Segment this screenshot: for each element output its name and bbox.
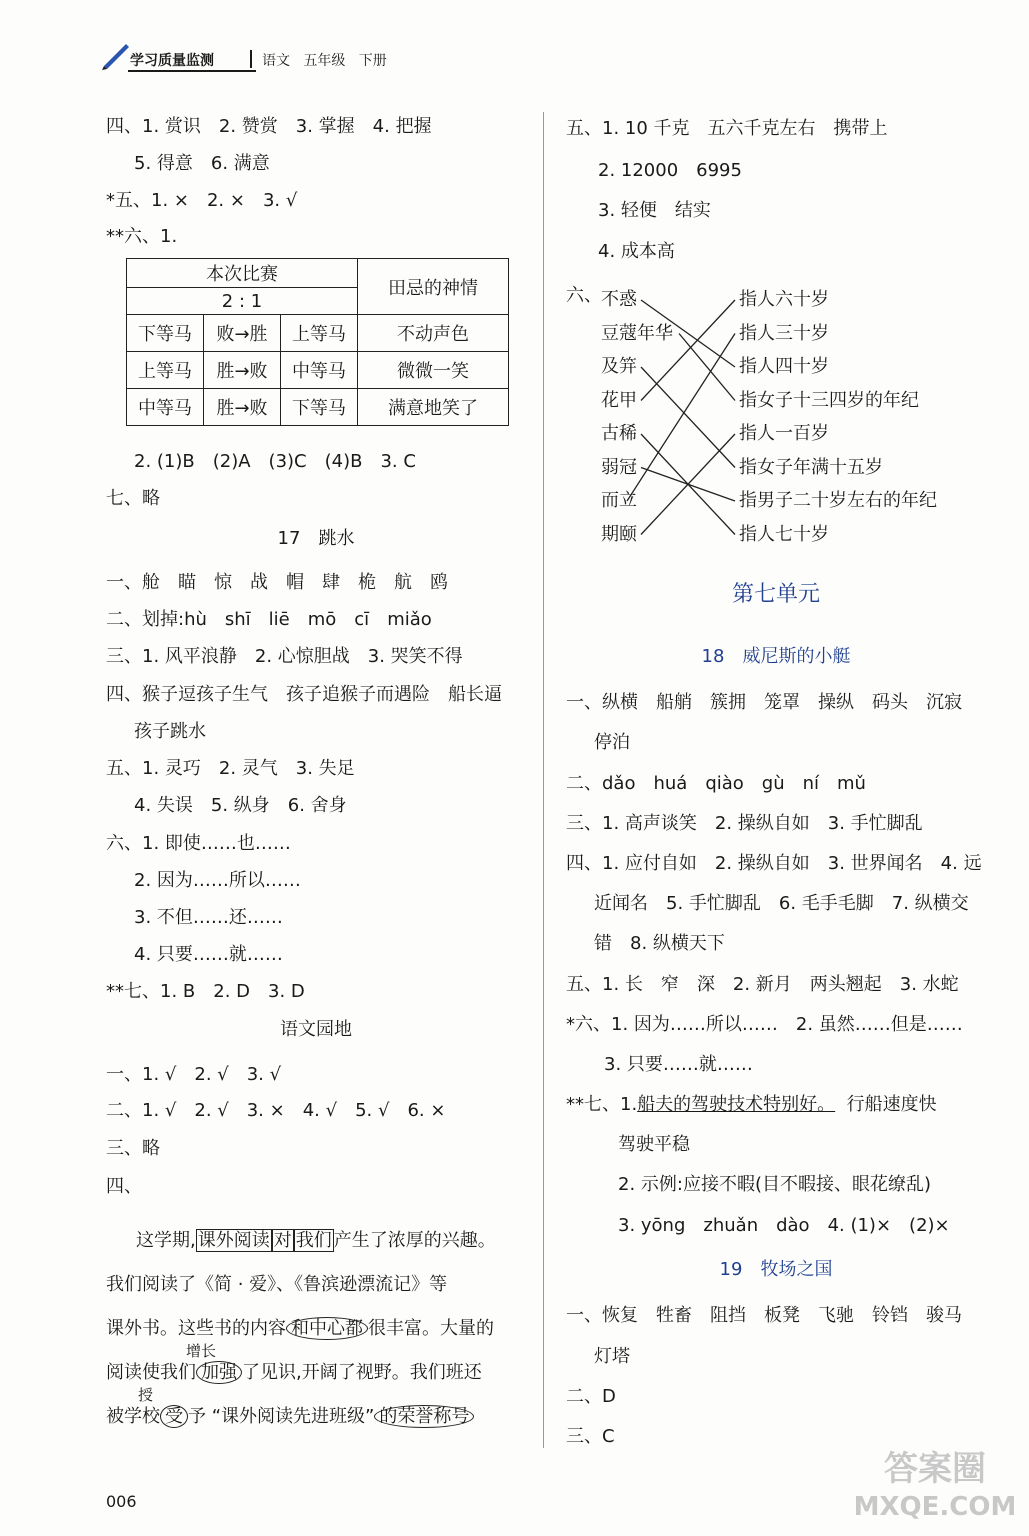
header-subject: 语文: [262, 53, 290, 69]
table-header: 田忌的神情: [358, 259, 509, 315]
para-text: 我们阅读了: [106, 1274, 196, 1295]
answer-line: [566, 1094, 937, 1116]
table-cell: 上等马: [127, 352, 204, 389]
boxed-text: 课外阅读: [197, 1230, 270, 1251]
unit-title: 第七单元: [731, 582, 820, 607]
table-header: 本次比赛: [127, 259, 358, 288]
table-cell: 微微一笑: [358, 352, 509, 389]
answer-line: 四、: [106, 1176, 142, 1197]
correction-mark: 增长: [186, 1342, 217, 1360]
para-text: 这学期,: [136, 1230, 196, 1251]
watermark-logo: [850, 1450, 1020, 1530]
answer-line: 四、1. 应付自如 2. 操纵自如 3. 世界闻名 4. 远: [566, 853, 982, 874]
boxed-text: 对: [273, 1230, 292, 1251]
match-left-item: 花甲: [601, 389, 637, 411]
table-cell: 上等马: [281, 315, 358, 352]
answer-line: 五、1. 灵巧 2. 灵气 3. 失足: [106, 758, 355, 779]
answer-line: 5. 得意 6. 满意: [134, 153, 270, 174]
answer-line: 4. 只要……就……: [134, 944, 283, 965]
answer-line: 二、1. √ 2. √ 3. × 4. √ 5. √ 6. ×: [106, 1100, 446, 1121]
answer-line: *六、1. 因为……所以…… 2. 虽然……但是……: [566, 1014, 963, 1035]
match-right-item: 指人三十岁: [739, 322, 829, 344]
answer-line: 孩子跳水: [134, 721, 206, 742]
header-grade: 五年级: [303, 53, 346, 69]
para-text: 予 “课外阅读先进班级”: [188, 1406, 375, 1427]
para-text: 》等: [411, 1274, 448, 1295]
para-text: 简 · 爱: [214, 1274, 268, 1295]
correction-mark: 授: [138, 1386, 154, 1404]
table-cell: 胜→败: [204, 352, 281, 389]
section-title: 语文园地: [280, 1019, 352, 1040]
table-cell: 下等马: [127, 315, 204, 352]
answer-line: 三、1. 高声谈笑 2. 操纵自如 3. 手忙脚乱: [566, 813, 923, 834]
table-cell: 中等马: [127, 389, 204, 426]
answer-line: 错 8. 纵横天下: [594, 933, 725, 954]
match-left-item: 期颐: [601, 523, 637, 545]
answer-line: 2. 12000 6995: [598, 160, 742, 181]
match-right-item: 指人六十岁: [739, 289, 829, 310]
para-text: 》、《: [267, 1274, 304, 1295]
answer-line: 一、恢复 牲畜 阻挡 板凳 飞驰 铃铛 骏马: [566, 1305, 962, 1326]
para-text: 阅读使我们: [106, 1362, 196, 1383]
answer-line: 一、舱 瞄 惊 战 帽 肆 桅 航 鸥: [106, 572, 448, 593]
answer-line: 灯塔: [594, 1346, 630, 1367]
match-left-item: 不惑: [601, 289, 637, 310]
question-label: 六、: [566, 285, 602, 306]
watermark-text: 答案圈: [884, 1449, 986, 1489]
match-left-item: 及笄: [601, 356, 637, 377]
match-right-item: 指人一百岁: [739, 423, 829, 444]
para-text: 鲁滨逊漂流记: [303, 1274, 412, 1295]
answer-line: 二、dǎo huá qiào gù ní mǔ: [566, 773, 866, 794]
para-text: 很丰富。大量的: [368, 1318, 494, 1339]
answer-line: 二、D: [566, 1386, 616, 1407]
answer-line: 四、猴子逗孩子生气 孩子追猴子而遇险 船长逼: [106, 684, 502, 705]
circled-text: 加强: [196, 1361, 242, 1384]
answer-line: 七、略: [106, 488, 160, 509]
answer-line: 三、略: [106, 1138, 160, 1159]
match-right-item: 指女子十三四岁的年纪: [739, 389, 919, 411]
match-line: [641, 367, 735, 468]
lesson-title: 18 威尼斯的小艇: [701, 646, 851, 667]
para-text: 课外书。这些书的内容: [106, 1318, 286, 1339]
match-right-item: 指女子年满十五岁: [739, 456, 883, 478]
table-cell: 不动声色: [358, 315, 509, 352]
para-text: **七、1.: [566, 1094, 638, 1115]
answer-line: 4. 成本高: [598, 241, 675, 262]
circled-text: 的荣誉称号: [374, 1405, 474, 1428]
header-title: 学习质量监测: [130, 53, 214, 69]
table-cell: 胜→败: [204, 389, 281, 426]
answer-line: 2. (1)B (2)A (3)C (4)B 3. C: [134, 451, 416, 472]
match-left-item: 弱冠: [601, 456, 637, 478]
answer-line: 一、纵横 船艄 簇拥 笼罩 操纵 码头 沉寂: [566, 692, 962, 713]
answer-line: 三、C: [566, 1426, 615, 1447]
answer-line: 3. yōng zhuǎn dào 4. (1)× (2)×: [618, 1215, 950, 1236]
answer-line: 4. 失误 5. 纵身 6. 舍身: [134, 795, 347, 816]
match-right-item: 指人七十岁: [739, 523, 829, 545]
para-text: 《: [196, 1274, 214, 1295]
answer-line: 四、1. 赏识 2. 赞赏 3. 掌握 4. 把握: [106, 116, 432, 137]
lesson-title: 17 跳水: [277, 528, 355, 549]
table-cell: 中等马: [281, 352, 358, 389]
match-left-item: 古稀: [601, 423, 637, 444]
answer-line: 六、1. 即使……也……: [106, 833, 291, 854]
answer-line: 3. 不但……还……: [134, 907, 283, 928]
answer-line: 3. 只要……就……: [604, 1054, 753, 1075]
match-line: [641, 300, 735, 367]
table-cell: 败→胜: [204, 315, 281, 352]
match-line: [641, 300, 735, 401]
answer-line: 2. 因为……所以……: [134, 870, 301, 891]
answer-line: 五、1. 长 窄 深 2. 新月 两头翘起 3. 水蛇: [566, 974, 959, 995]
match-left-item: 而立: [601, 490, 637, 511]
para-text: 产生了浓厚的兴趣。: [333, 1230, 496, 1251]
page-number: 006: [106, 1492, 137, 1511]
answer-line: 3. 轻便 结实: [598, 200, 711, 221]
para-text: 了见识,开阔了视野。我们班还: [242, 1362, 482, 1383]
boxed-text: 我们: [295, 1230, 332, 1251]
para-text: 被学校: [106, 1406, 160, 1427]
table-cell: 满意地笑了: [358, 389, 509, 426]
answer-line: 二、划掉:hù shī liē mō cī miǎo: [106, 609, 432, 630]
match-right-item: 指人四十岁: [739, 356, 829, 377]
table-cell: 下等马: [281, 389, 358, 426]
header-volume: 下册: [358, 53, 387, 69]
answer-line: 五、1. 10 千克 五六千克左右 携带上: [566, 118, 888, 139]
answer-line: 2. 示例:应接不暇(目不暇接、眼花缭乱): [618, 1174, 932, 1195]
underlined-text: 船夫的驾驶技术特别好。: [637, 1094, 836, 1115]
circled-text: 和中心都: [286, 1317, 368, 1340]
table-score: 2 : 1: [127, 288, 358, 315]
answer-line: 近闻名 5. 手忙脚乱 6. 毛手毛脚 7. 纵横交: [594, 893, 969, 914]
match-right-item: 指男子二十岁左右的年纪: [739, 490, 937, 511]
answer-line: *五、1. × 2. × 3. √: [106, 190, 298, 211]
answer-line: 停泊: [594, 732, 630, 753]
lesson-title: 19 牧场之国: [719, 1259, 833, 1280]
answer-line: **六、1.: [106, 226, 178, 247]
circled-text: 受: [160, 1405, 188, 1428]
match-left-item: 豆蔻年华: [601, 322, 673, 344]
answer-line: 驾驶平稳: [618, 1134, 690, 1155]
answer-line: 三、1. 风平浪静 2. 心惊胆战 3. 哭笑不得: [106, 646, 463, 667]
match-line: [679, 334, 735, 401]
answer-line: 一、1. √ 2. √ 3. √: [106, 1064, 282, 1085]
answer-line: **七、1. B 2. D 3. D: [106, 981, 305, 1002]
watermark-url: MXQE.COM: [853, 1492, 1017, 1522]
para-text: 行船速度快: [846, 1094, 937, 1115]
